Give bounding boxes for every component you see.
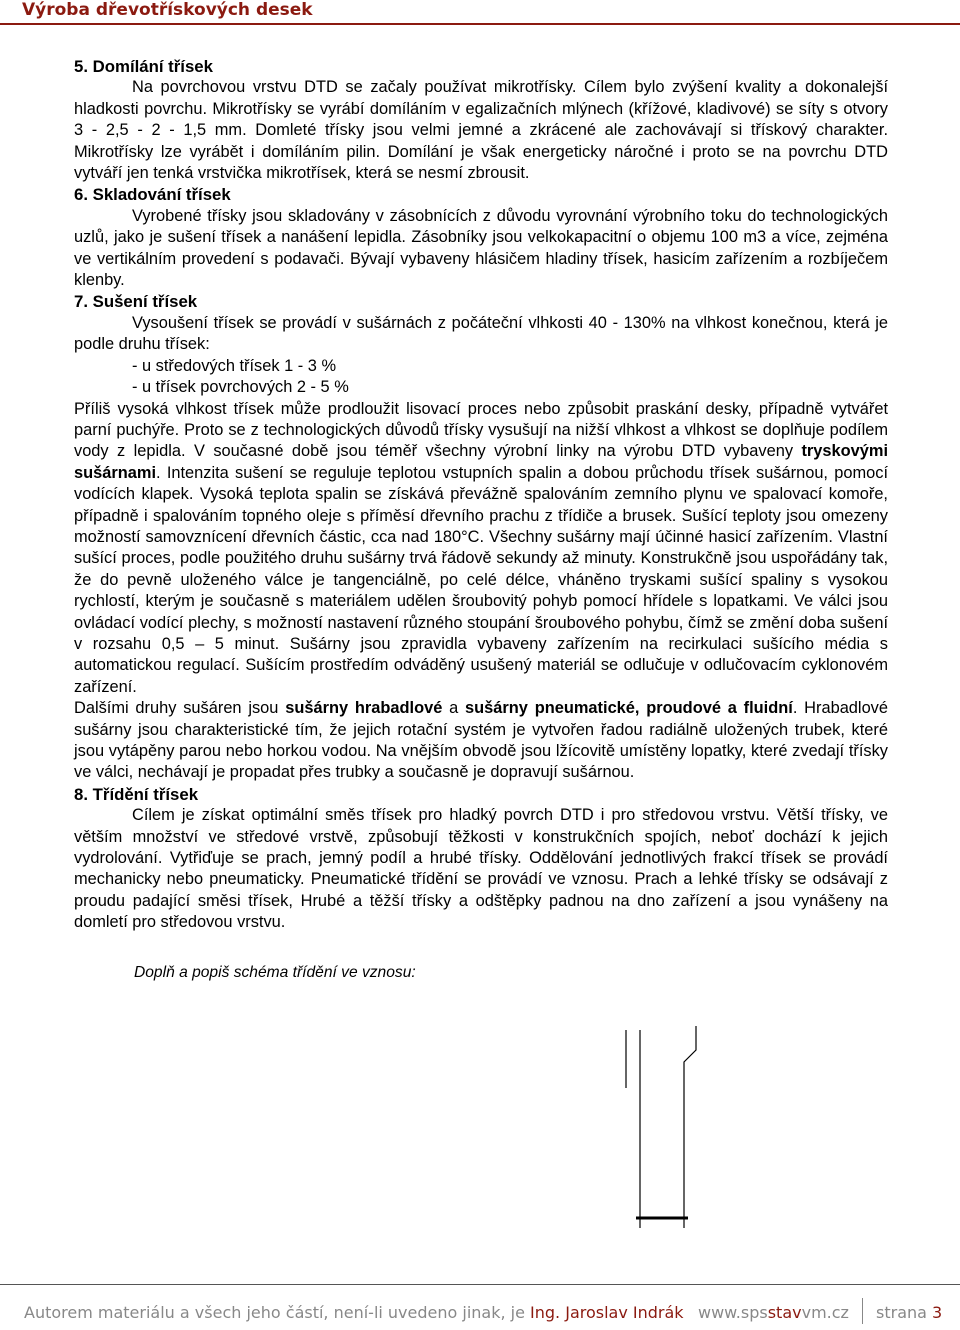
- section-5-paragraph: [74, 77, 888, 184]
- document-body: [74, 56, 888, 983]
- website-part: vm.cz: [801, 1303, 849, 1322]
- section-8-heading: 8. Třídění třísek: [74, 784, 199, 804]
- section-7-intro-text: Vysoušení třísek se provádí v sušárnách z počáteční vlhkosti 40 - 130% na vlhkost konečnou, která je podle druhu třísek:: [74, 313, 888, 354]
- list-item: - u třísek povrchových 2 - 5 %: [132, 378, 349, 397]
- section-7-heading: 7. Sušení třísek: [74, 292, 198, 312]
- outlet-duct: [684, 1026, 696, 1070]
- page-num: 3: [932, 1303, 943, 1322]
- section-7-bold-term: tryskovými sušárnami: [74, 442, 888, 482]
- footer-copyright: [24, 1303, 684, 1322]
- section-8-text: Cílem je získat optimální směs třísek pro hladký povrch DTD i pro středovou vrstvu. Větší třísky, ve větším množství ve středové vrstvě, způsobují těžkosti v konstrukčních spojích, neboť dochází k jejich vydrolování. Vytřiďuje se prach, jemný podíl a hrubé třísky. Oddělování jednotlivých frakcí třísek se provádí mechanicky nebo pneumaticky. Pneumatické třídění se provádí ve vznosu. Prach a lehké třísky se odsávají z proudu padající směsi třísek, Hrubé a těžší třísky a odštěpky padnou na dno zařízení a jsou vynášeny na domletí pro středovou vrstvu.: [74, 806, 888, 932]
- section-7-text: Příliš vysoká vlhkost třísek může prodloužit lisovací proces nebo způsobit praskání desky, případně vytvářet parní puchýře. Proto se z technologických důvodů třísky vysušují na nižší vlhkost a vlhkost se doplňuje podílem vody z lepidla. V současné době jsou téměř všechny výrobní linky na výrobu DTD vybaveny: [74, 399, 888, 461]
- section-6-paragraph: [74, 206, 888, 292]
- dryer-types-conj: a: [442, 699, 466, 718]
- section-5-text: Na povrchovou vrstvu DTD se začaly používat mikrotřísky. Cílem bylo zvýšení kvality a dokonalejší hladkosti povrchu. Mikrotřísky se vyrábí domíláním v egalizačních mlýnech (křížové, kladivové) se síty s otvory 3 - 2,5 - 2 - 1,5 mm. Domleté třísky jsou velmi jemné a zkrácené ale zachovávají si třískový charakter. Mikrotřísky lze vyrábět i domíláním pilin. Domílání je však energeticky náročné i proto se na povrchu DTD vytváří jen tenká vrstvička mikrotřísek, která se nesmí zbrousit.: [74, 78, 888, 183]
- section-6-heading: 6. Skladování třísek: [74, 185, 231, 205]
- section-6-text: Vyrobené třísky jsou skladovány v zásobnících z důvodu vyrovnání výrobního toku do technologických uzlů, jako je sušení třísek a nanášení lepidla. Zásobníky jsou velkokapacitní o objemu 100 m3 a více, zejména ve vertikálním provedení s podavači. Bývají vybaveny hlásičem hladiny třísek, hasicím zařízením a rozbíječem klenby.: [74, 206, 888, 290]
- section-7-text-continued: . Intenzita sušení se reguluje teplotou vstupních spalin a dobou průchodu třísek sušárnou, pomocí vodících klapek. Vysoká teplota spalin se získává převážně spalováním zemního plynu ve spalovací komoře, případně i spalováním topného oleje s příměsí dřevního prachu z třídiče a brusek. Sušící teploty jsou omezeny možností samovznícení dřevních částic, cca nad 180°C. Všechny sušárny mají účinné hasicí zařízením. Vlastní sušící proces, podle použitého druhu sušárny trvá řádově sekundy až minuty. Konstrukčně jsou uspořádány tak, že do pevně uloženého válce je tangenciálně, po celé délce, vháněno tryskami sušící spaliny s vysokou rychlostí, kterým je současně s materiálem udělen šroubovitý pohyb pomocí hřídele s lopatkami. Ve válci jsou ovládací vodící plechy, s možností nastavení různého stoupání šroubového pohybu, čímž se změní doba sušení v rozsahu 0,5 – 5 minut. Sušárny jsou zpravidla vybaveny zařízením na recirkulaci sušícího média s automatickou regulací. Sušícím prostředím odváděný usušený materiál se odlučuje v odlučovacím cyklonovém zařízení.: [74, 463, 888, 696]
- website-part: www.sps: [698, 1303, 768, 1322]
- page-header: [0, 0, 960, 24]
- author-name: Ing. Jaroslav Indrák: [530, 1303, 684, 1322]
- dryer-type-pneumatic: sušárny pneumatické, proudové a fluidní: [465, 699, 793, 718]
- section-8-paragraph: [74, 805, 888, 933]
- dryer-type-rake: sušárny hrabadlové: [285, 699, 443, 718]
- page-number: [876, 1303, 942, 1322]
- footer-website[interactable]: [698, 1303, 849, 1322]
- section-7-dryer-types: [74, 698, 888, 784]
- page-label: strana: [876, 1303, 927, 1322]
- task-instruction: Doplň a popiš schéma třídění ve vznosu:: [134, 963, 416, 981]
- website-highlight: stav: [767, 1303, 802, 1322]
- document-title: Výroba dřevotřískových desek: [22, 0, 313, 20]
- dryer-types-desc: . Hrabadlové sušárny jsou charakteristické tím, že jejich rotační systém je vytvořen řadou radiálně uložených trubek, které jsou vytápěny parou nebo horkou vodou. Na vnějším obvodě jsou lžícovitě umístěny lopatky, které zvedají třísky ve válci, nechávají je propadat přes trubky a současně je dopravují sušárnou.: [74, 699, 888, 782]
- footer-rule: [0, 1284, 960, 1285]
- footer-divider: [862, 1298, 863, 1324]
- copyright-text: Autorem materiálu a všech jeho částí, není-li uvedeno jinak, je: [24, 1303, 531, 1322]
- header-rule: [0, 23, 960, 25]
- dryer-types-text: Dalšími druhy sušáren jsou: [74, 699, 286, 718]
- section-5-heading: 5. Domílání třísek: [74, 57, 213, 76]
- section-7-intro: [74, 313, 888, 356]
- list-item: - u středových třísek 1 - 3 %: [132, 356, 337, 375]
- section-7-paragraph: [74, 399, 888, 699]
- air-classifier-sketch: [600, 1022, 720, 1232]
